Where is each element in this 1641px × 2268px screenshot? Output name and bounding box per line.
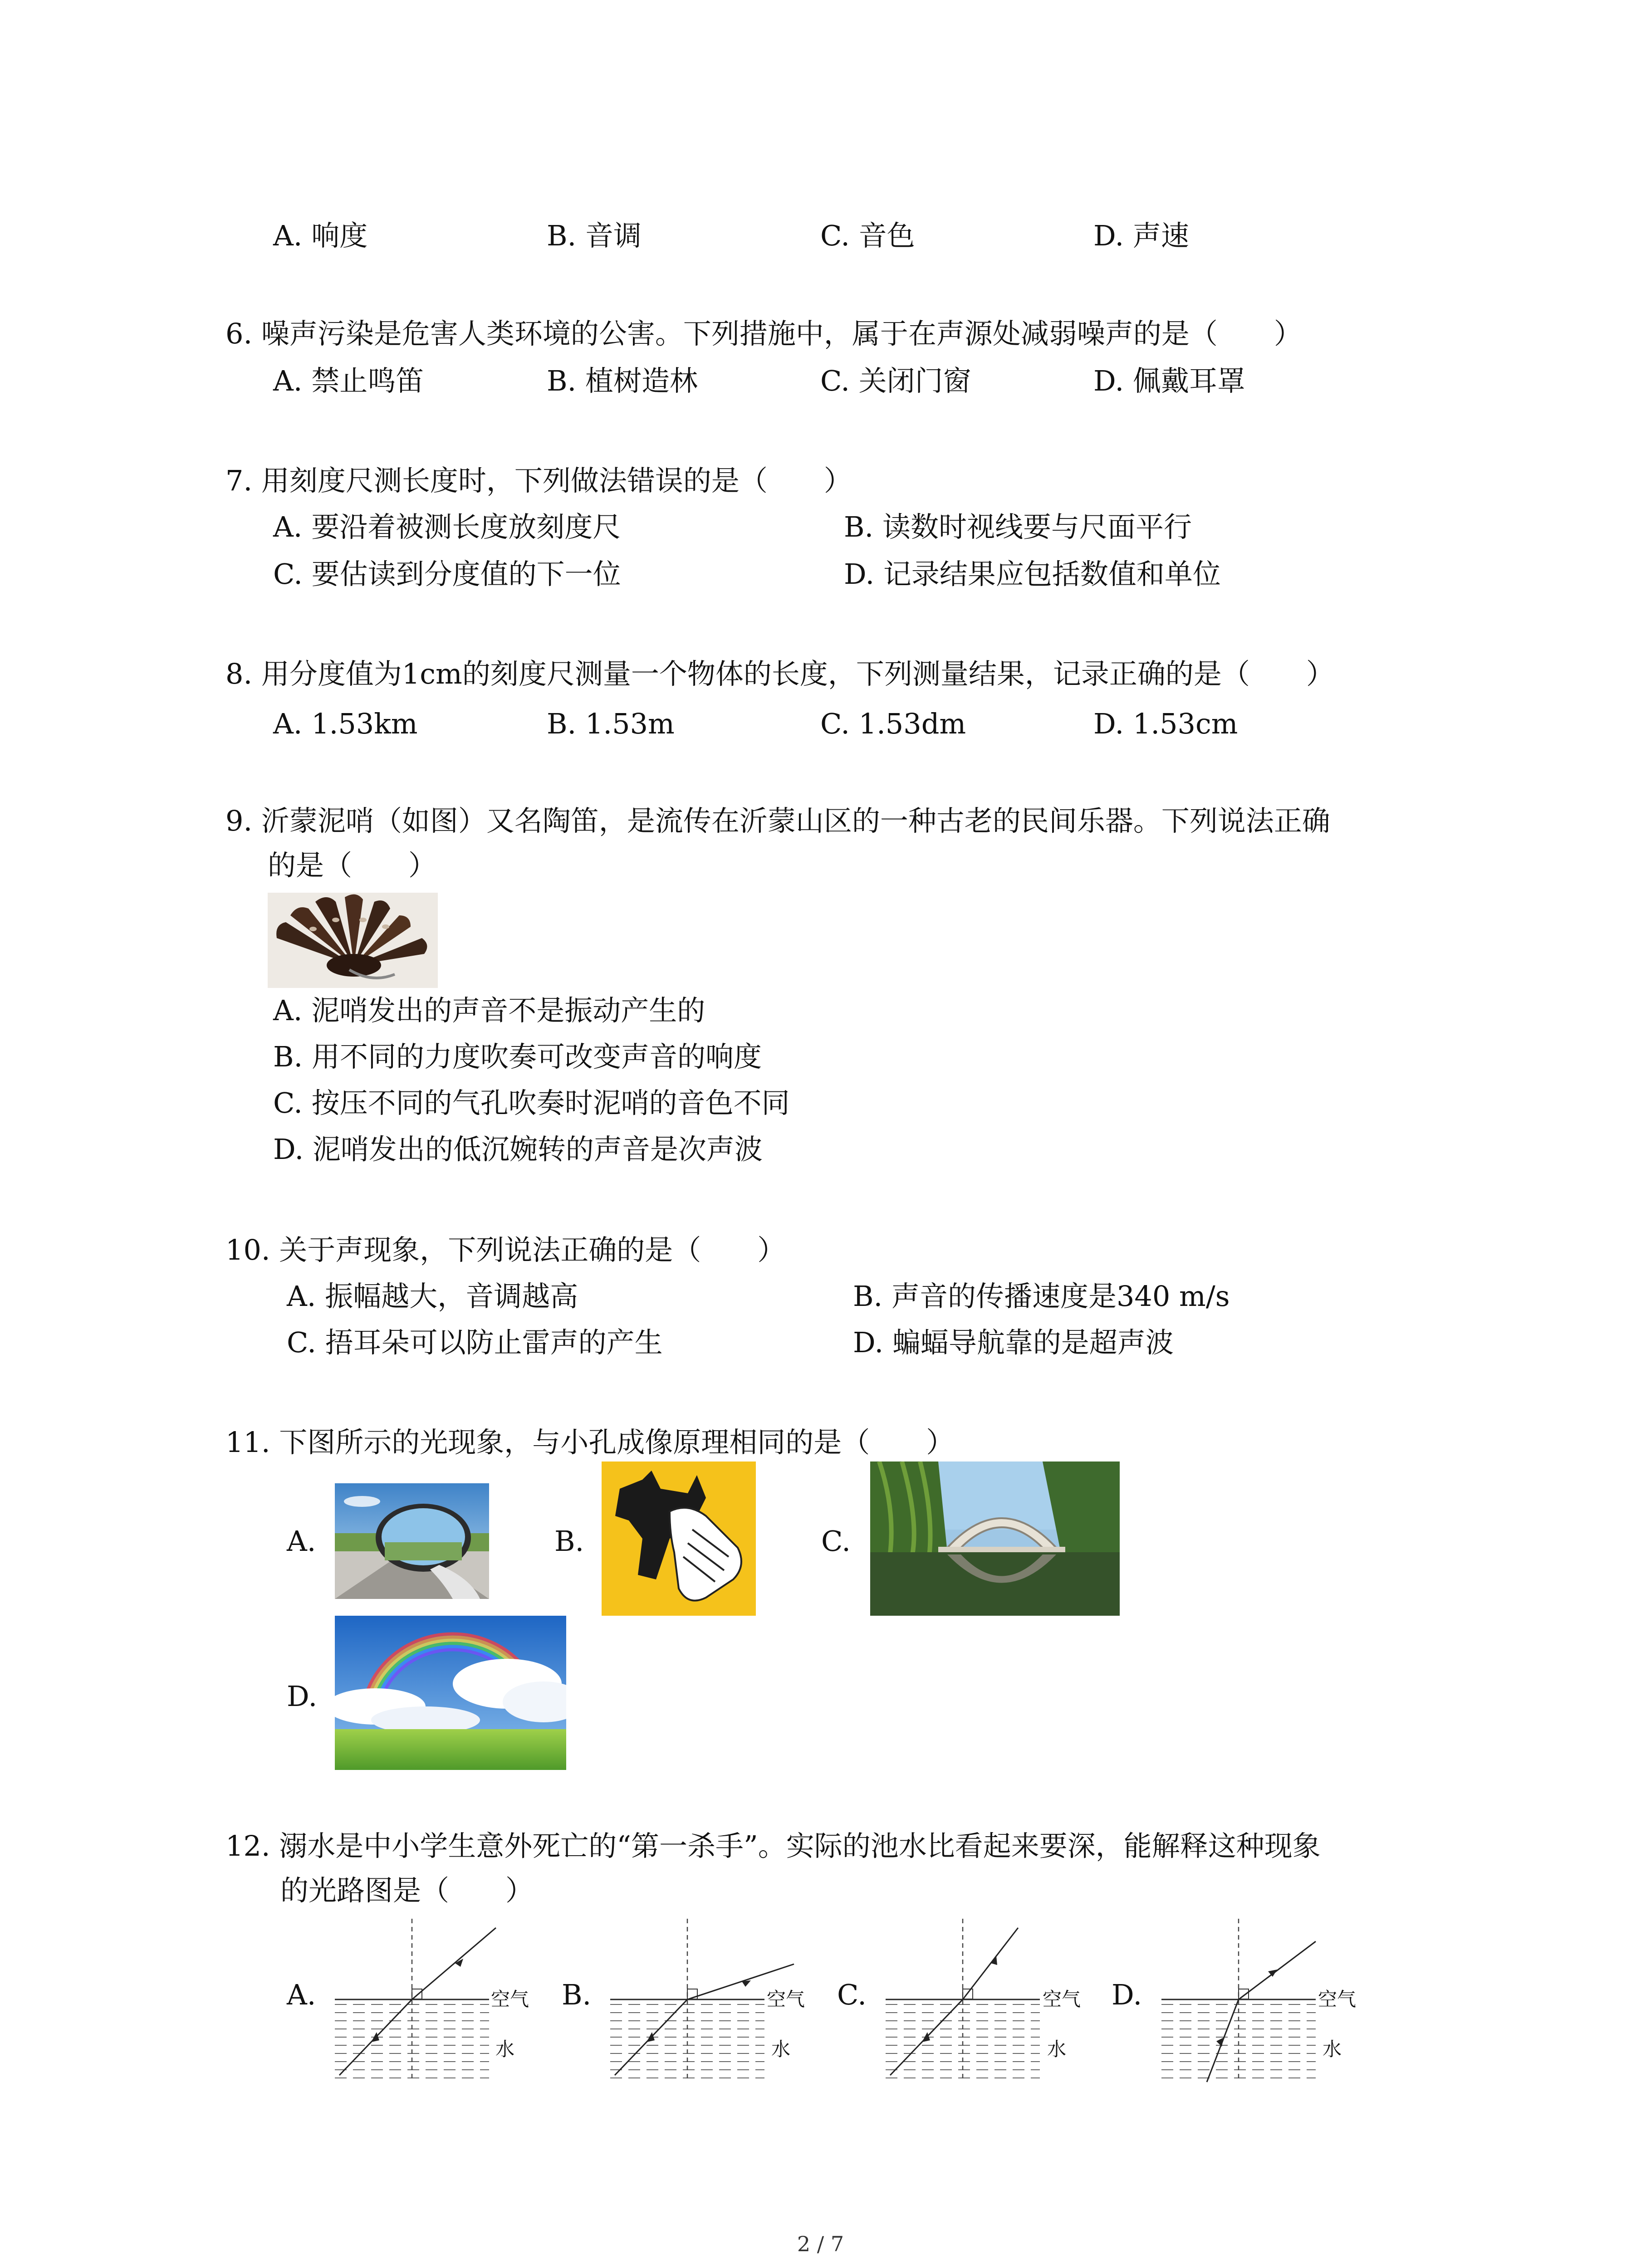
q12-label-c[interactable]: C.	[837, 1978, 867, 2011]
q5-option-a[interactable]: A. 响度	[273, 219, 368, 252]
q7-option-a[interactable]: A. 要沿着被测长度放刻度尺	[273, 510, 621, 543]
diagram-a-water-label: 水	[495, 2038, 515, 2060]
q9-option-d[interactable]: D. 泥哨发出的低沉婉转的声音是次声波	[273, 1133, 763, 1166]
q11-label-a[interactable]: A.	[287, 1525, 316, 1558]
diagram-d-air-label: 空气	[1318, 1988, 1357, 2010]
q9-option-b[interactable]: B. 用不同的力度吹奏可改变声音的响度	[273, 1040, 762, 1073]
q9-stem-line1: 9. 沂蒙泥哨（如图）又名陶笛，是流传在沂蒙山区的一种古老的民间乐器。下列说法正确	[225, 804, 1330, 837]
q12-stem-line1: 12. 溺水是中小学生意外死亡的“第一杀手”。实际的池水比看起来要深，能解释这种现象	[225, 1829, 1321, 1862]
diagram-d-water-label: 水	[1323, 2038, 1342, 2060]
q10-option-b[interactable]: B. 声音的传播速度是340 m/s	[853, 1280, 1230, 1313]
page-number: 2 / 7	[797, 2232, 844, 2256]
q11-stem: 11. 下图所示的光现象，与小孔成像原理相同的是（ ）	[225, 1426, 955, 1459]
diagram-c-water-label: 水	[1047, 2038, 1067, 2060]
diagram-c-air-label: 空气	[1043, 1988, 1081, 2010]
q5-option-b[interactable]: B. 音调	[547, 219, 642, 252]
q10-stem: 10. 关于声现象，下列说法正确的是（ ）	[225, 1233, 786, 1266]
q6-option-b[interactable]: B. 植树造林	[547, 364, 698, 397]
diagram-a	[335, 1919, 496, 2082]
q8-option-a[interactable]: A. 1.53km	[273, 707, 418, 740]
q12-label-d[interactable]: D.	[1112, 1978, 1142, 2011]
diagram-b-air-label: 空气	[767, 1988, 805, 2010]
diagram-a-air-label: 空气	[491, 1988, 529, 2010]
q11-label-d[interactable]: D.	[287, 1680, 318, 1713]
q7-option-c[interactable]: C. 要估读到分度值的下一位	[273, 557, 621, 591]
q10-option-a[interactable]: A. 振幅越大，音调越高	[287, 1280, 578, 1313]
q9-option-a[interactable]: A. 泥哨发出的声音不是振动产生的	[273, 994, 705, 1027]
q11-label-c[interactable]: C.	[821, 1525, 851, 1558]
q12-label-b[interactable]: B.	[562, 1978, 592, 2011]
q12-label-a[interactable]: A.	[287, 1978, 316, 2011]
q10-option-d[interactable]: D. 蝙蝠导航靠的是超声波	[853, 1326, 1174, 1359]
q12-stem-line2: 的光路图是（ ）	[280, 1874, 534, 1907]
q7-option-b[interactable]: B. 读数时视线要与尺面平行	[844, 510, 1192, 543]
diagram-d	[1161, 1919, 1316, 2082]
q10-option-c[interactable]: C. 捂耳朵可以防止雷声的产生	[287, 1326, 663, 1359]
q6-stem: 6. 噪声污染是危害人类环境的公害。下列措施中，属于在声源处减弱噪声的是（ ）	[225, 317, 1302, 350]
q6-option-d[interactable]: D. 佩戴耳罩	[1093, 364, 1245, 397]
q9-stem-line2: 的是（ ）	[268, 849, 437, 882]
q7-option-d[interactable]: D. 记录结果应包括数值和单位	[844, 557, 1221, 591]
q9-option-c[interactable]: C. 按压不同的气孔吹奏时泥哨的音色不同	[273, 1086, 790, 1119]
q8-option-d[interactable]: D. 1.53cm	[1093, 707, 1238, 740]
q6-option-c[interactable]: C. 关闭门窗	[820, 364, 971, 397]
diagram-b-water-label: 水	[771, 2038, 791, 2060]
q7-stem: 7. 用刻度尺测长度时，下列做法错误的是（ ）	[225, 464, 852, 497]
q8-stem: 8. 用分度值为1cm的刻度尺测量一个物体的长度，下列测量结果，记录正确的是（ ）	[225, 657, 1334, 690]
q8-option-c[interactable]: C. 1.53dm	[820, 707, 966, 740]
q6-option-a[interactable]: A. 禁止鸣笛	[273, 364, 424, 397]
q8-option-b[interactable]: B. 1.53m	[547, 707, 675, 740]
q11-label-b[interactable]: B.	[554, 1525, 584, 1558]
diagram-c	[886, 1919, 1040, 2082]
q5-option-d[interactable]: D. 声速	[1093, 219, 1189, 252]
q5-option-c[interactable]: C. 音色	[820, 219, 915, 252]
